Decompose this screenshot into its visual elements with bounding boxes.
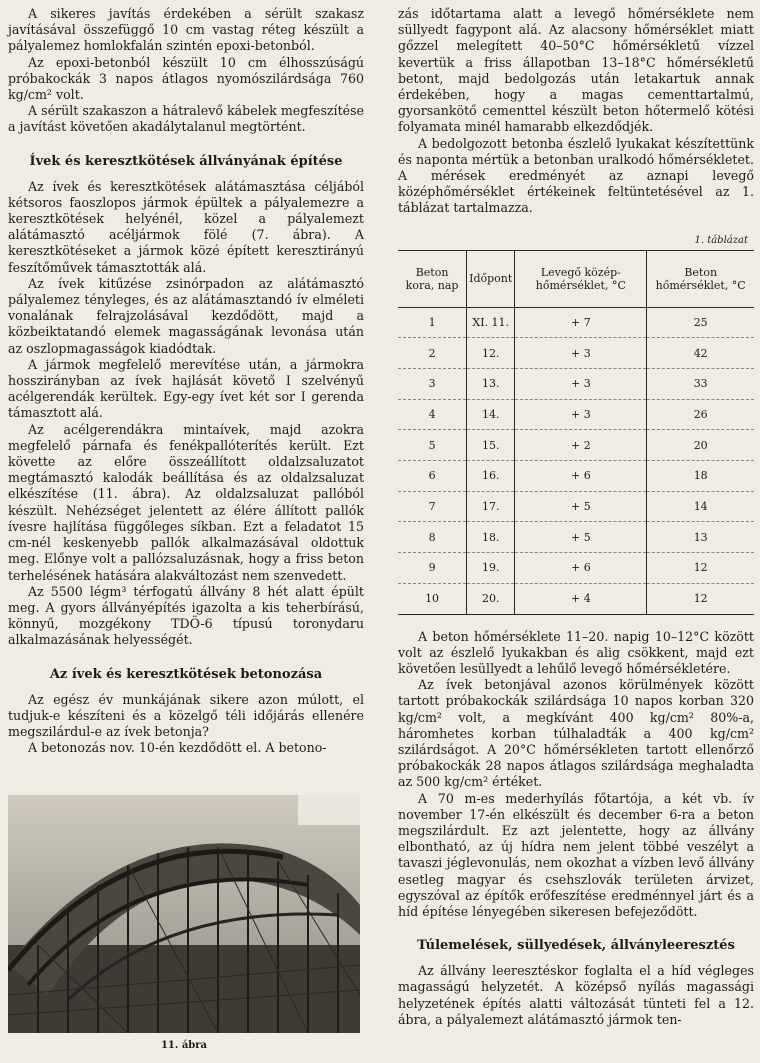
table-cell: 18. <box>467 522 515 553</box>
section-heading: Túlemelések, süllyedések, állványleeresztés <box>417 938 735 954</box>
paragraph: A jármok megfelelő merevítése után, a jármokra hosszirányban az ívek hajlását követő I szelvényű acélgerendák kerültek. Egy-egy ívet két sor I gerenda támasztott alá. <box>8 356 364 421</box>
section-heading: Ívek és keresztkötések állványának építése <box>29 153 343 169</box>
table-cell: 3 <box>398 369 467 400</box>
table-cell: + 6 <box>515 553 647 584</box>
table-cell: 13. <box>467 369 515 400</box>
paragraph: A betonozás nov. 10-én kezdődött el. A betono- <box>28 740 327 756</box>
table-cell: 19. <box>467 553 515 584</box>
paragraph: A beton hőmérséklete 11–20. napig 10–12°C között volt az észlelő lyukakban és alig csökkent, majd ezt követően lesüllyedt a lehűlő levegő hőmérsékletére. <box>398 628 754 676</box>
right-column <box>398 6 754 1028</box>
table-cell: 12 <box>647 553 754 584</box>
paragraph: Az 5500 légm³ térfogatú állvány 8 hét alatt épült meg. A gyors állványépítés igazolta a kis teherbírású, könnyű, mozgékony TDÖ-6 típusú toronydaru alkalmazásának helyességét. <box>8 583 364 648</box>
table-cell: 33 <box>647 369 754 400</box>
table-cell: + 3 <box>515 369 647 400</box>
table-cell: 16. <box>467 461 515 492</box>
table-cell: 10 <box>398 583 467 614</box>
table-row <box>398 307 754 338</box>
paragraph: Az ívek betonjával azonos körülmények között tartott próbakockák szilárdsága 10 napos korban 320 kg/cm² volt, a megkívánt 400 kg/cm² 80%-a, háromhetes korban túlhaladták a 400 kg/cm² szilárdságot. A 20°C hőmérsékleten tartott ellenőrző próbakockák 28 napos átlagos szilárdsága meghaladta az 500 kg/cm² értéket. <box>398 677 754 790</box>
section-heading: Az ívek és keresztkötések betonozása <box>49 666 323 682</box>
table-cell: XI. 11. <box>467 307 515 338</box>
table-cell: 14 <box>647 491 754 522</box>
column-header: Beton hőmérséklet, °C <box>647 250 754 307</box>
paragraph: Az állvány leeresztéskor foglalta el a híd végleges magasságú helyzetét. A középső nyílás magassági helyzetének építés alatti változását tünteti fel a 12. ábra, a pályalemezt alátámasztó jármok ten- <box>398 963 754 1027</box>
scaffold-arch-photo <box>8 795 360 1033</box>
table-row <box>398 583 754 614</box>
paragraph: A sérült szakaszon a hátralevő kábelek megfeszítése a javítást követően akadálytalanul megtörtént. <box>8 103 364 135</box>
table-cell: 26 <box>647 399 754 430</box>
paragraph: A 70 m-es mederhyílás főtartója, a két vb. ív november 17-én elkészült és december 6-ra a beton megszilárdult. Ez azt jelentette, hogy az állvány elbontható, az új hídra nem jelent többé veszélyt a tavaszi jéglevonulás, nem okozhat a vízben levő állvány esetleg magyar és csehszlovák területen árvizet, egyszóval az építők erőfeszítése eredménnyel járt és a híd építése lényegében sikeresen befejeződött. <box>398 790 754 919</box>
table-cell: 12 <box>647 583 754 614</box>
table-cell: 17. <box>467 491 515 522</box>
temperature-table <box>398 250 754 615</box>
table-cell: 14. <box>467 399 515 430</box>
table-cell: + 3 <box>515 338 647 369</box>
table-cell: 7 <box>398 491 467 522</box>
table-row <box>398 430 754 461</box>
table-cell: 12. <box>467 338 515 369</box>
paragraph: A bedolgozott betonba észlelő lyukakat készítettünk és naponta mértük a betonban uralkodó hőmérsékletet. A mérések eredményét az aznapi levegő középhőmérséklet értékeinek feltüntetésével az 1. táblázat tartalmazza. <box>398 135 754 216</box>
table-cell: 20 <box>647 430 754 461</box>
left-column <box>8 6 364 756</box>
column-header: Levegő közép-hőmérséklet, °C <box>515 250 647 307</box>
paragraph: zás időtartama alatt a levegő hőmérséklete nem süllyedt fagypont alá. Az alacsony hőmérséklet miatt gőzzel melegített 40–50°C hőmérsékletű vízzel kevertük a friss állapotban 13–18°C hőmérsékletű betont, majd bedolgozás után letakartuk annak érdekében, hogy a magas cementtartalmú, gyorsankötő cementtel készült beton hőtermelő kötési folyamata minél hamarabb elkezdődjék. <box>398 6 754 135</box>
table-cell: 20. <box>467 583 515 614</box>
table-cell: 1 <box>398 307 467 338</box>
table-cell: 18 <box>647 461 754 492</box>
table-cell: + 5 <box>515 491 647 522</box>
table-cell: + 2 <box>515 430 647 461</box>
table-cell: + 5 <box>515 522 647 553</box>
figure-caption: 11. ábra <box>160 1040 208 1051</box>
table-row <box>398 399 754 430</box>
table-row <box>398 461 754 492</box>
table-cell: 2 <box>398 338 467 369</box>
paragraph: Az ívek kitűzése zsinórpadon az alátámasztó pályalemez tényleges, és az alátámasztandó ív elméleti vonalának felrajzolásával kezdődött, majd a közbeiktatandó elemek magasságának levonása után az oszlopmagasságok kiadódtak. <box>8 275 364 356</box>
table-row <box>398 553 754 584</box>
table-row <box>398 491 754 522</box>
table-cell: 9 <box>398 553 467 584</box>
table-cell: + 6 <box>515 461 647 492</box>
table-cell: 42 <box>647 338 754 369</box>
table-cell: 15. <box>467 430 515 461</box>
table-cell: + 4 <box>515 583 647 614</box>
table-row <box>398 522 754 553</box>
column-header: Beton kora, nap <box>398 250 467 307</box>
paragraph: Az epoxi-betonból készült 10 cm élhosszúságú próbakockák 3 napos átlagos nyomószilárdsága 760 kg/cm² volt. <box>8 54 364 103</box>
table-cell: + 3 <box>515 399 647 430</box>
table-reference: 1. táblázat <box>694 234 748 246</box>
table-cell: + 7 <box>515 307 647 338</box>
paragraph: Az acélgerendákra mintaívek, majd azokra megfelelő párnafa és fenékpallóterítés került. Ezt követte az előre összeállított oldalzsaluzatot megtámasztó kalodák beállítása és az oldalzsaluzat elkészítése (11. ábra). Az oldalzsaluzat pallóból készült. Nehézséget jelentett az élére állított pallók ívesre hajlítása függőleges síkban. Ezt a feladatot 15 cm-nél keskenyebb pallók alkalmazásával oldottuk meg. Előnye volt a pallózsaluzásnak, hogy a friss beton terhelésének hatására alakváltozást nem szenvedett. <box>8 421 364 583</box>
table-cell: 13 <box>647 522 754 553</box>
paragraph: Az ívek és keresztkötések alátámasztása céljából kétsoros faoszlopos jármok épültek a pályalemezre a keresztkötések helyénél, közel a pályalemezt alátámasztó acéljármok fölé (7. ábra). A keresztkötéseket a jármok közé épített keresztirányú feszítőművek támasztották alá. <box>8 178 364 275</box>
table-cell: 4 <box>398 399 467 430</box>
table-cell: 5 <box>398 430 467 461</box>
table-row <box>398 338 754 369</box>
table-cell: 8 <box>398 522 467 553</box>
table-row <box>398 369 754 400</box>
paragraph: Az egész év munkájának sikere azon múlott, el tudjuk-e készíteni és a közelgő téli időjárás ellenére megszilárdul-e az ívek betonja? <box>8 691 364 739</box>
table-cell: 6 <box>398 461 467 492</box>
paragraph: A sikeres javítás érdekében a sérült szakasz javításával összefüggő 10 cm vastag réteg készült a pályalemez homlokfalán szintén epoxi-betonból. <box>8 6 364 54</box>
column-header: Időpont <box>467 250 515 307</box>
table-cell: 25 <box>647 307 754 338</box>
